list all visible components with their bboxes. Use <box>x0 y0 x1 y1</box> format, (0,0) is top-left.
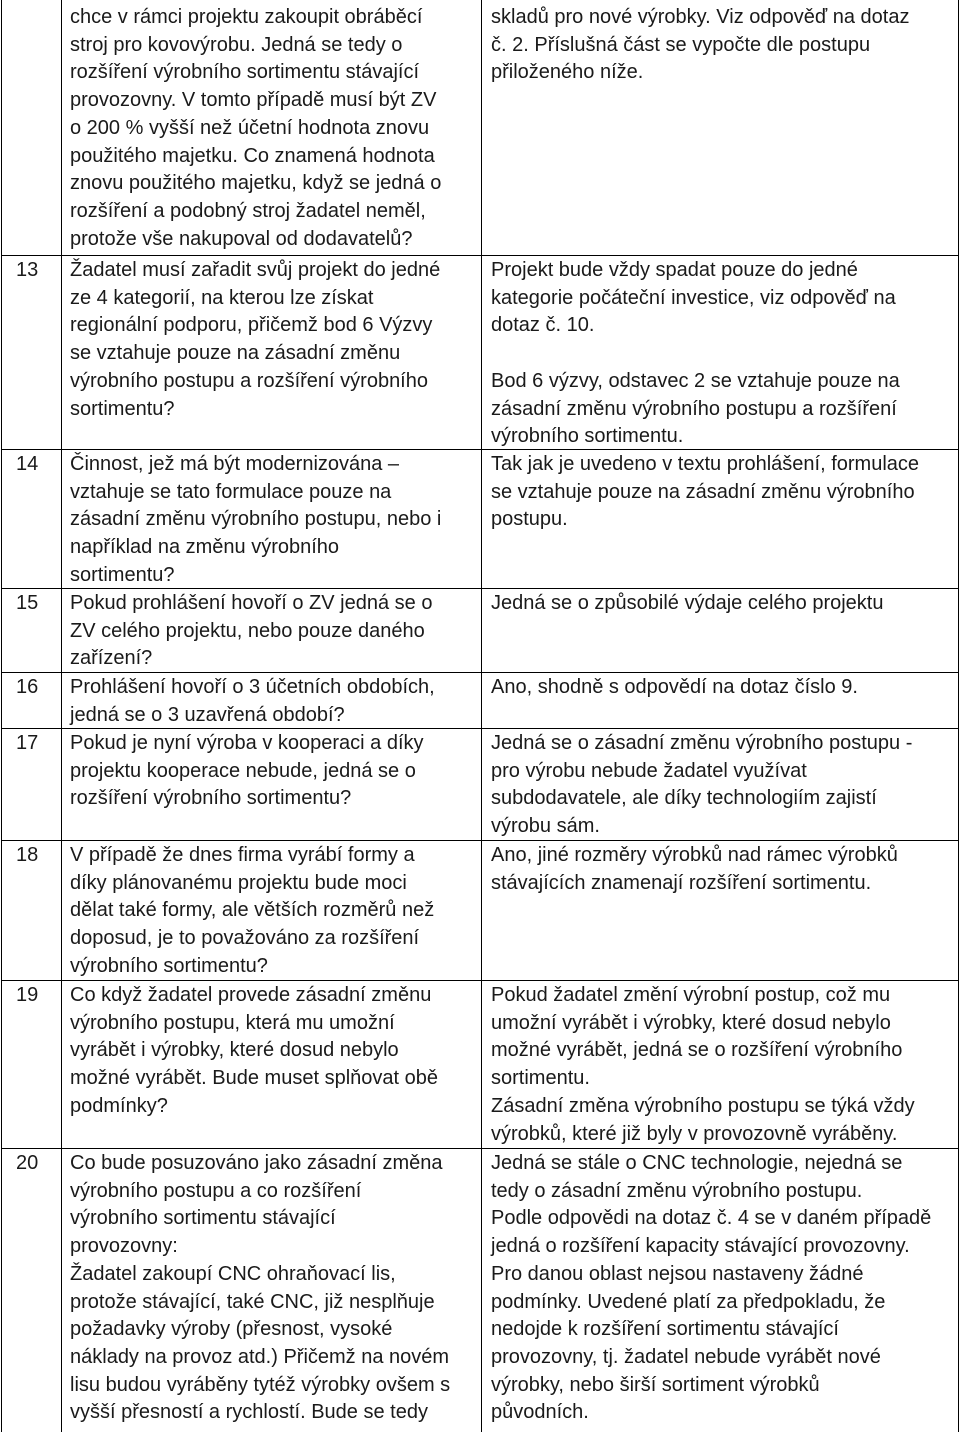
table-row <box>2 589 958 673</box>
table-row <box>2 256 958 450</box>
table-row <box>2 1149 958 1432</box>
answer-cell: Ano, jiné rozměry výrobků nad rámec výrobků stávajících znamenají rozšíření sortimentu. <box>491 844 898 894</box>
table-row <box>2 729 958 841</box>
row-number: 14 <box>2 450 62 588</box>
qa-table <box>1 0 959 1432</box>
question-cell: Činnost, jež má být modernizována – vztahuje se tato formulace pouze na zásadní změnu výrobního postupu, nebo i například na změnu výrobního sortimentu? <box>62 450 482 588</box>
answer-cell: skladů pro nové výrobky. Viz odpověď na dotaz č. 2. Příslušná část se vypočte dle postupu přiloženého níže. <box>491 6 910 84</box>
answer-cell: Jedná se stále o CNC technologie, nejedná se tedy o zásadní změnu výrobního postupu. Podle odpovědi na dotaz č. 4 se v daném případě jedná o rozšíření kapacity stávající provozovny. Pro danou oblast nejsou nastaveny žádné podmínky. Uvedené platí za předpokladu, že nedojde k rozšíření sortimentu stávající provozovny, tj. žadatel nebude vyrábět nové výrobky, nebo širší sortiment výrobků původních. <box>491 1152 932 1424</box>
table-row <box>2 841 958 981</box>
question-cell: Pokud prohlášení hovoří o ZV jedná se o ZV celého projektu, nebo pouze daného zařízení? <box>62 589 482 672</box>
row-number: 19 <box>2 981 62 1148</box>
question-cell: Pokud je nyní výroba v kooperaci a díky projektu kooperace nebude, jedná se o rozšíření výrobního sortimentu? <box>62 729 482 840</box>
answer-cell: Jedná se o zásadní změnu výrobního postupu - pro výrobu nebude žadatel využívat subdodavatele, ale díky technologiím zajistí výrobu sám. <box>491 732 913 838</box>
question-cell: Co když žadatel provede zásadní změnu výrobního postupu, která mu umožní vyrábět i výrobky, které dosud nebylo možné vyrábět. Bude muset splňovat obě podmínky? <box>62 981 482 1148</box>
question-cell: Co bude posuzováno jako zásadní změna výrobního postupu a co rozšíření výrobního sortimentu stávající provozovny: Žadatel zakoupí CNC ohraňovací lis, protože stávající, také CNC, již nesplňuje požadavky výroby (přesnost, vysoké náklady na provoz atd.) Přičemž na novém lisu budou vyráběny tytéž výrobky ovšem s vyšší přesností a rychlostí. Bude se tedy <box>62 1149 482 1432</box>
row-number: 16 <box>2 673 62 728</box>
row-number: 20 <box>2 1149 62 1432</box>
row-number: 18 <box>2 841 62 980</box>
question-cell: chce v rámci projektu zakoupit obráběcí stroj pro kovovýrobu. Jedná se tedy o rozšíření výrobního sortimentu stávající provozovny. V tomto případě musí být ZV o 200 % vyšší než účetní hodnota znovu použitého majetku. Co znamená hodnota znovu použitého majetku, když se jedná o rozšíření a podobný stroj žadatel neměl, protože vše nakupoval od dodavatelů? <box>62 0 482 255</box>
row-number: 17 <box>2 729 62 840</box>
table-row <box>2 450 958 589</box>
answer-cell: Ano, shodně s odpovědí na dotaz číslo 9. <box>491 676 858 698</box>
answer-cell: Jedná se o způsobilé výdaje celého projektu <box>491 592 884 614</box>
table-row <box>2 673 958 729</box>
row-number <box>2 0 62 255</box>
row-number: 13 <box>2 256 62 449</box>
answer-cell: Projekt bude vždy spadat pouze do jedné kategorie počáteční investice, viz odpověď na dotaz č. 10. Bod 6 výzvy, odstavec 2 se vztahuje pouze na zásadní změnu výrobního postupu a rozšíření výrobního sortimentu. <box>491 259 900 448</box>
table-row <box>2 981 958 1149</box>
question-cell: V případě že dnes firma vyrábí formy a díky plánovanému projektu bude moci dělat také formy, ale větších rozměrů než doposud, je to považováno za rozšíření výrobního sortimentu? <box>62 841 482 980</box>
answer-cell: Pokud žadatel změní výrobní postup, což mu umožní vyrábět i výrobky, které dosud nebylo možné vyrábět, jedná se o rozšíření výrobního sortimentu. Zásadní změna výrobního postupu se týká vždy výrobků, které již byly v provozovně vyráběny. <box>491 984 915 1145</box>
table-row <box>2 0 958 256</box>
question-cell: Prohlášení hovoří o 3 účetních obdobích, jedná se o 3 uzavřená období? <box>62 673 482 728</box>
row-number: 15 <box>2 589 62 672</box>
question-cell: Žadatel musí zařadit svůj projekt do jedné ze 4 kategorií, na kterou lze získat regionální podporu, přičemž bod 6 Výzvy se vztahuje pouze na zásadní změnu výrobního postupu a rozšíření výrobního sortimentu? <box>62 256 482 449</box>
answer-cell: Tak jak je uvedeno v textu prohlášení, formulace se vztahuje pouze na zásadní změnu výrobního postupu. <box>491 453 920 531</box>
